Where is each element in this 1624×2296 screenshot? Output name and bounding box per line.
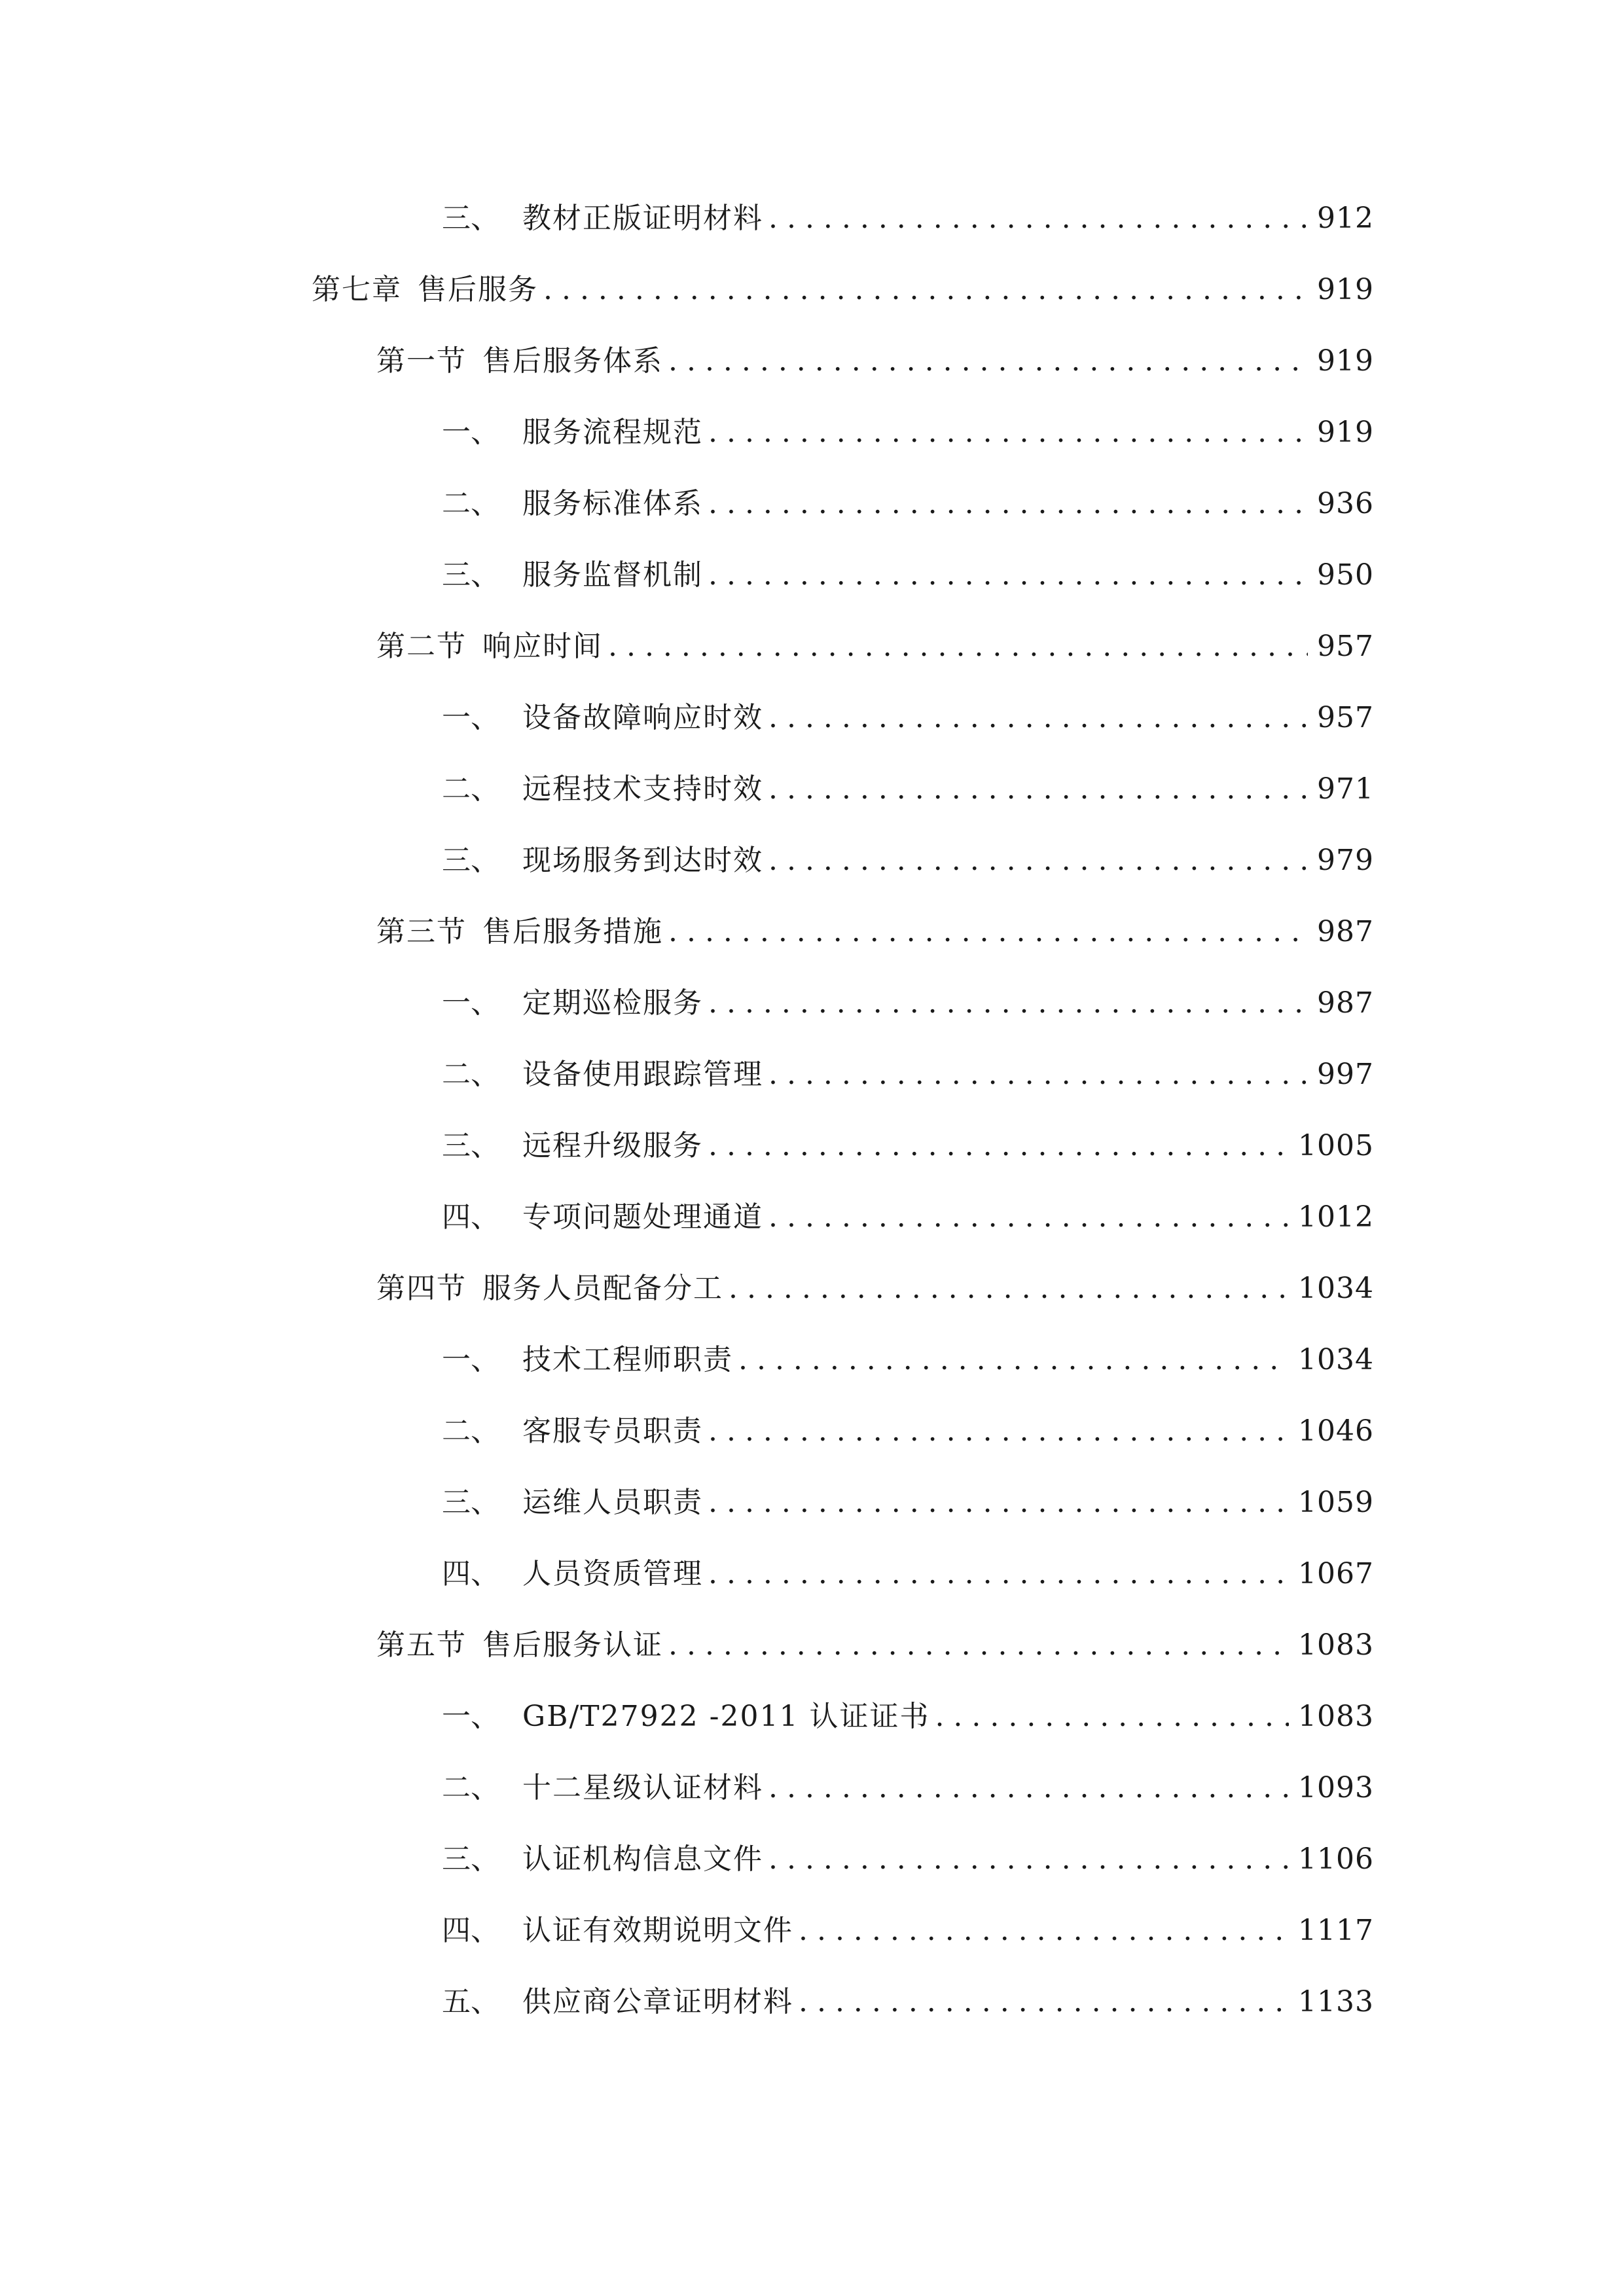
toc-entry-page: 1133 (1298, 1985, 1374, 2018)
toc-entry-title: 服务人员配备分工 (482, 1272, 723, 1305)
toc-entry-page: 1012 (1298, 1200, 1374, 1234)
toc-entry-title: 人员资质管理 (522, 1557, 703, 1590)
toc-entry-number: 一、 (442, 986, 499, 1020)
toc-entry-page: 957 (1317, 701, 1374, 734)
toc-entry-number: 五、 (442, 1985, 499, 2018)
toc-entry[interactable] (376, 335, 1374, 387)
toc-dot-leader (768, 763, 1308, 816)
toc-entry[interactable] (376, 1263, 1374, 1315)
toc-entry-page: 1046 (1298, 1414, 1374, 1448)
toc-dot-leader (935, 1691, 1289, 1743)
toc-entry-number: 二、 (442, 487, 499, 520)
toc-entry[interactable] (312, 264, 1374, 316)
toc-dot-leader (708, 1120, 1289, 1172)
toc-dot-leader (708, 1548, 1289, 1600)
toc-dot-leader (668, 335, 1308, 387)
toc-entry-title: 专项问题处理通道 (522, 1200, 763, 1234)
toc-entry-title: 十二星级认证材料 (522, 1771, 763, 1804)
toc-entry-title: 远程升级服务 (522, 1129, 703, 1162)
toc-entry-number: 四、 (442, 1914, 499, 1947)
toc-entry-page: 997 (1317, 1058, 1374, 1091)
toc-entry-page: 1083 (1298, 1628, 1374, 1662)
toc-entry-title: 售后服务措施 (482, 915, 663, 948)
toc-entry-title: 服务流程规范 (522, 416, 703, 449)
toc-dot-leader (708, 1405, 1289, 1458)
toc-dot-leader (708, 478, 1308, 530)
toc-entry-page: 1083 (1298, 1700, 1374, 1733)
toc-entry-title: 教材正版证明材料 (522, 202, 763, 235)
toc-entry[interactable] (442, 1833, 1374, 1886)
toc-entry-number: 二、 (442, 1058, 499, 1091)
toc-entry-title: 服务标准体系 (522, 487, 703, 520)
toc-entry[interactable] (442, 1334, 1374, 1386)
toc-entry[interactable] (442, 1405, 1374, 1458)
toc-entry-page: 1106 (1298, 1842, 1374, 1876)
toc-entry-page: 971 (1317, 772, 1374, 806)
toc-entry-page: 1059 (1298, 1486, 1374, 1519)
toc-entry-number: 三、 (442, 1129, 499, 1162)
toc-dot-leader (608, 620, 1308, 673)
toc-dot-leader (768, 692, 1308, 744)
toc-dot-leader (708, 549, 1308, 601)
toc-entry-page: 987 (1317, 986, 1374, 1020)
toc-entry-number: 第二节 (376, 630, 467, 663)
toc-entry-number: 第一节 (376, 344, 467, 378)
toc-entry-title: 定期巡检服务 (522, 986, 703, 1020)
toc-dot-leader (768, 1833, 1289, 1886)
toc-entry-number: 一、 (442, 1343, 499, 1376)
toc-entry-page: 1117 (1298, 1914, 1374, 1947)
toc-entry-page: 1093 (1298, 1771, 1374, 1804)
toc-entry-number: 第七章 (312, 273, 402, 306)
toc-dot-leader (668, 1619, 1289, 1672)
toc-entry-title: 服务监督机制 (522, 558, 703, 592)
toc-dot-leader (708, 406, 1308, 459)
toc-entry-page: 919 (1317, 273, 1374, 306)
toc-entry[interactable] (442, 977, 1374, 1030)
toc-entry[interactable] (376, 906, 1374, 958)
toc-dot-leader (768, 1191, 1289, 1244)
toc-dot-leader (543, 264, 1308, 316)
toc-entry-number: 第三节 (376, 915, 467, 948)
toc-dot-leader (729, 1263, 1289, 1315)
toc-entry-title: 远程技术支持时效 (522, 772, 763, 806)
toc-entry[interactable] (442, 478, 1374, 530)
toc-entry[interactable] (442, 1762, 1374, 1814)
toc-entry-number: 第四节 (376, 1272, 467, 1305)
toc-entry-number: 二、 (442, 1771, 499, 1804)
toc-entry[interactable] (442, 549, 1374, 601)
toc-dot-leader (708, 977, 1308, 1030)
toc-entry-page: 987 (1317, 915, 1374, 948)
toc-entry-title: 设备使用跟踪管理 (522, 1058, 763, 1091)
toc-entry[interactable] (442, 1049, 1374, 1101)
toc-entry-number: 第五节 (376, 1628, 467, 1662)
toc-entry-number: 三、 (442, 1486, 499, 1519)
toc-entry-page: 957 (1317, 630, 1374, 663)
toc-entry-title: 供应商公章证明材料 (522, 1985, 793, 2018)
toc-entry[interactable] (442, 763, 1374, 816)
toc-entry-number: 三、 (442, 1842, 499, 1876)
toc-entry[interactable] (442, 1905, 1374, 1957)
toc-entry-title: GB/T27922 -2011 认证证书 (522, 1700, 930, 1733)
toc-entry[interactable] (442, 1120, 1374, 1172)
toc-dot-leader (768, 192, 1308, 245)
toc-entry-number: 四、 (442, 1200, 499, 1234)
toc-entry-page: 936 (1317, 487, 1374, 520)
toc-entry-title: 设备故障响应时效 (522, 701, 763, 734)
toc-entry-page: 950 (1317, 558, 1374, 592)
toc-entry-number: 二、 (442, 1414, 499, 1448)
toc-dot-leader (708, 1477, 1289, 1529)
toc-dot-leader (768, 1049, 1308, 1101)
toc-entry-number: 三、 (442, 844, 499, 877)
toc-dot-leader (799, 1905, 1289, 1957)
toc-dot-leader (668, 906, 1308, 958)
toc-entry[interactable] (442, 406, 1374, 459)
toc-entry[interactable] (442, 192, 1374, 245)
toc-entry[interactable] (442, 692, 1374, 744)
toc-entry-number: 三、 (442, 202, 499, 235)
toc-entry-page: 979 (1317, 844, 1374, 877)
toc-entry-title: 售后服务体系 (482, 344, 663, 378)
toc-entry-page: 919 (1317, 416, 1374, 449)
toc-entry-title: 客服专员职责 (522, 1414, 703, 1448)
toc-entry-title: 运维人员职责 (522, 1486, 703, 1519)
toc-entry-number: 一、 (442, 701, 499, 734)
toc-entry-title: 认证有效期说明文件 (522, 1914, 793, 1947)
toc-entry[interactable] (442, 1191, 1374, 1244)
toc-entry[interactable] (376, 620, 1374, 673)
toc-entry-number: 一、 (442, 416, 499, 449)
toc-entry-title: 响应时间 (482, 630, 603, 663)
toc-entry-page: 1034 (1298, 1343, 1374, 1376)
toc-entry[interactable] (442, 1477, 1374, 1529)
toc-entry[interactable] (376, 1619, 1374, 1672)
toc-entry[interactable] (442, 1976, 1374, 2028)
toc-entry-title: 售后服务认证 (482, 1628, 663, 1662)
toc-entry-number: 二、 (442, 772, 499, 806)
toc-dot-leader (799, 1976, 1289, 2028)
toc-entry[interactable] (442, 1691, 1374, 1743)
toc-entry-title: 现场服务到达时效 (522, 844, 763, 877)
toc-dot-leader (768, 834, 1308, 887)
toc-entry-title: 认证机构信息文件 (522, 1842, 763, 1876)
toc-entry-page: 919 (1317, 344, 1374, 378)
toc-entry-page: 1005 (1298, 1129, 1374, 1162)
toc-entry-number: 一、 (442, 1700, 499, 1733)
toc-entry-page: 912 (1317, 202, 1374, 235)
toc-dot-leader (738, 1334, 1289, 1386)
toc-entry[interactable] (442, 834, 1374, 887)
toc-entry-title: 售后服务 (418, 273, 538, 306)
toc-entry-page: 1067 (1298, 1557, 1374, 1590)
toc-entry-number: 三、 (442, 558, 499, 592)
toc-entry[interactable] (442, 1548, 1374, 1600)
toc-dot-leader (768, 1762, 1289, 1814)
toc-entry-page: 1034 (1298, 1272, 1374, 1305)
toc-entry-number: 四、 (442, 1557, 499, 1590)
toc-entry-title: 技术工程师职责 (522, 1343, 733, 1376)
